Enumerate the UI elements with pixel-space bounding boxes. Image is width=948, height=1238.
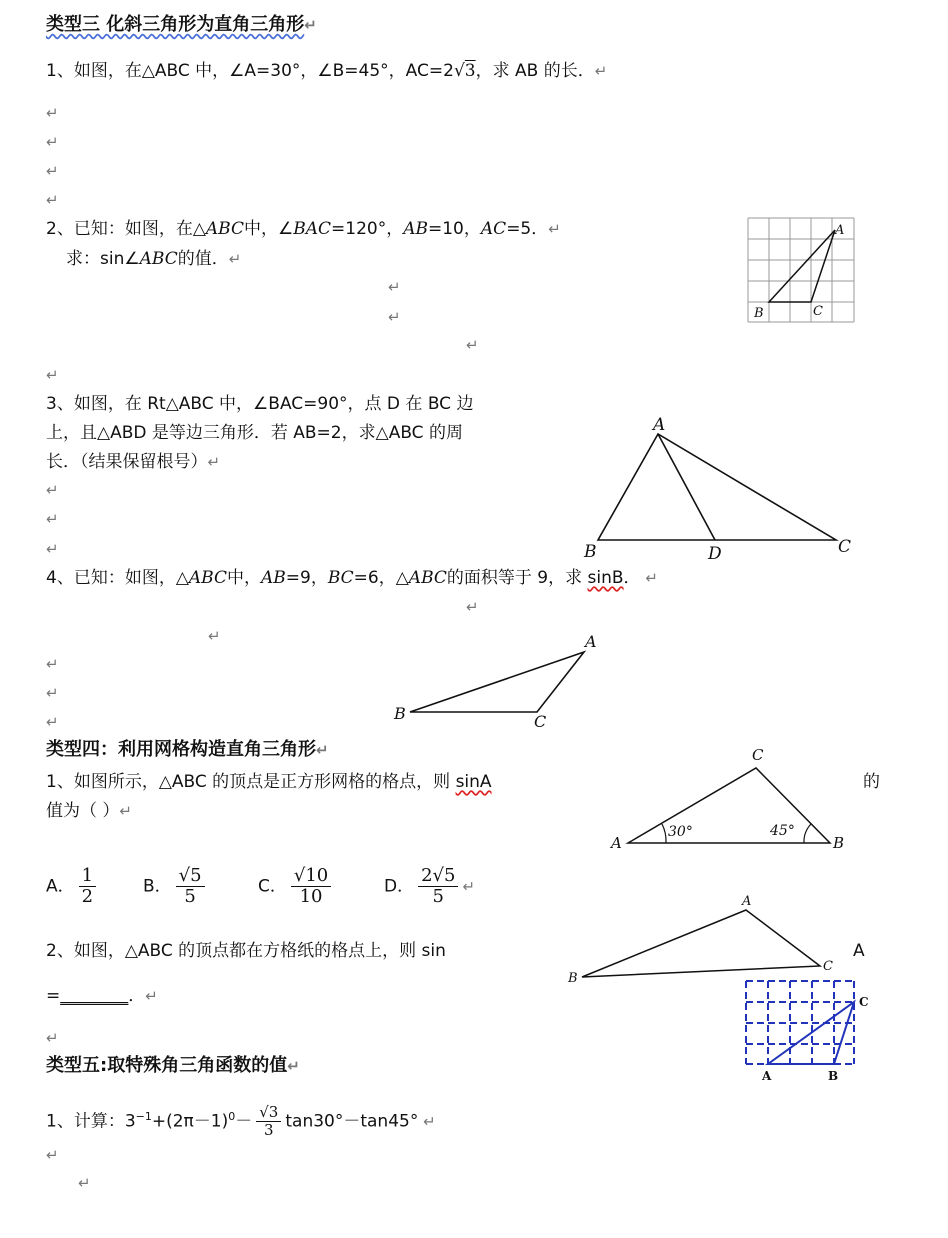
paragraph-mark: ↵ bbox=[388, 308, 401, 326]
paragraph-mark: ↵ bbox=[388, 278, 401, 296]
q2-dashed-grid-figure bbox=[742, 975, 872, 1083]
type3-heading: 类型三 化斜三角形为直角三角形↵ bbox=[46, 14, 317, 35]
paragraph-mark: ↵ bbox=[46, 684, 59, 702]
answer-blank[interactable]: ________ bbox=[60, 986, 129, 1006]
type3-q1: 1、如图，在△ABC 中，∠A=30°，∠B=45°，AC=2√3，求 AB 的长．↵ bbox=[46, 61, 608, 81]
label-c: C bbox=[823, 959, 833, 974]
label-a: A bbox=[653, 415, 666, 435]
label-c: C bbox=[534, 712, 547, 731]
paragraph-mark: ↵ bbox=[46, 104, 59, 122]
label-b: B bbox=[833, 834, 845, 852]
type3-q3-line1: 3、如图，在 Rt△ABC 中，∠BAC=90°，点 D 在 BC 边 bbox=[46, 394, 474, 414]
paragraph-mark: ↵ bbox=[46, 481, 59, 499]
option-a[interactable]: A． $\frac{1}{2}$ bbox=[46, 866, 100, 907]
paragraph-mark: ↵ bbox=[46, 655, 59, 673]
type4-q2-side-a: A bbox=[853, 941, 865, 961]
type3-q3-line2: 上，且△ABD 是等边三角形．若 AB=2，求△ABC 的周 bbox=[46, 423, 463, 443]
type3-q2-line2: 求：sin∠ABC的值．↵ bbox=[66, 249, 242, 269]
label-b: B bbox=[568, 971, 578, 986]
triangle-abc bbox=[598, 434, 836, 540]
type3-q3-line3: 长．（结果保留根号）↵ bbox=[46, 452, 221, 472]
label-c: C bbox=[838, 537, 852, 557]
type4-q1-line1-end: 的 bbox=[863, 772, 880, 792]
paragraph-mark: ↵ bbox=[46, 1029, 59, 1047]
paragraph-mark: ↵ bbox=[466, 336, 479, 354]
label-b: B bbox=[754, 306, 764, 321]
option-b[interactable]: B． $\frac{√5}{5}$ bbox=[143, 866, 209, 907]
angle-arc-b bbox=[804, 824, 811, 843]
q2-grid-figure bbox=[747, 216, 857, 326]
paragraph-mark: ↵ bbox=[46, 366, 59, 384]
angle-label-45: 45° bbox=[770, 823, 795, 839]
label-a: A bbox=[611, 834, 622, 852]
label-c: C bbox=[813, 304, 823, 319]
q1-angle-figure bbox=[608, 742, 858, 852]
label-d: D bbox=[708, 544, 722, 564]
paragraph-mark: ↵ bbox=[46, 133, 59, 151]
angle-arc-a bbox=[662, 824, 666, 843]
triangle-abc bbox=[769, 230, 835, 302]
label-c: C bbox=[752, 746, 764, 764]
paragraph-mark: ↵ bbox=[46, 713, 59, 731]
label-c: C bbox=[859, 995, 869, 1009]
type5-heading: 类型五:取特殊角三角函数的值↵ bbox=[46, 1055, 300, 1076]
paragraph-mark: ↵ bbox=[78, 1174, 91, 1192]
type3-q4: 4、已知：如图，△ABC中，AB=9，BC=6，△ABC的面积等于 9，求 sinB． ↵ bbox=[46, 568, 658, 588]
label-a: A bbox=[762, 1069, 772, 1083]
type4-q1-line2: 值为（ ）↵ bbox=[46, 801, 132, 821]
angle-label-30: 30° bbox=[668, 824, 693, 840]
q3-triangle-figure bbox=[580, 412, 860, 562]
paragraph-mark: ↵ bbox=[466, 598, 479, 616]
segment-ad bbox=[658, 434, 715, 540]
type4-q2-line1: 2、如图，△ABC 的顶点都在方格纸的格点上，则 sin bbox=[46, 941, 446, 961]
type3-q2-line1: 2、已知：如图，在△ABC中，∠BAC=120°，AB=10，AC=5．↵ bbox=[46, 219, 561, 239]
paragraph-mark: ↵ bbox=[46, 162, 59, 180]
q4-triangle-figure bbox=[392, 630, 612, 730]
type4-heading: 类型四：利用网格构造直角三角形↵ bbox=[46, 739, 329, 760]
option-d[interactable]: D． $\frac{2√5}{5}$ ↵ bbox=[384, 865, 476, 907]
paragraph-mark: ↵ bbox=[46, 510, 59, 528]
triangle-abc bbox=[582, 910, 820, 977]
paragraph-mark: ↵ bbox=[46, 191, 59, 209]
triangle-abc bbox=[410, 652, 584, 712]
triangle-abc bbox=[628, 768, 830, 843]
type4-q2-line2: =________．↵ bbox=[46, 986, 158, 1006]
option-c[interactable]: C． $\frac{√10}{10}$ bbox=[258, 866, 335, 907]
paragraph-mark: ↵ bbox=[46, 540, 59, 558]
paragraph-mark: ↵ bbox=[46, 1146, 59, 1164]
label-b: B bbox=[584, 542, 597, 562]
paragraph-mark: ↵ bbox=[208, 627, 221, 645]
label-a: A bbox=[742, 894, 752, 909]
triangle-abc bbox=[768, 1002, 854, 1064]
label-a: A bbox=[835, 223, 845, 238]
label-b: B bbox=[394, 704, 406, 723]
type5-q1: 1、计算：$3^{-1}+(2\pi-1)^0-$ $\frac{√3}{3}$ tan30°－tan45° ↵ bbox=[46, 1103, 436, 1140]
q2-obtuse-triangle-figure bbox=[566, 890, 846, 985]
type4-q1-line1: 1、如图所示，△ABC 的顶点是正方形网格的格点，则 sinA bbox=[46, 772, 492, 792]
label-a: A bbox=[585, 632, 597, 651]
label-b: B bbox=[828, 1069, 839, 1083]
